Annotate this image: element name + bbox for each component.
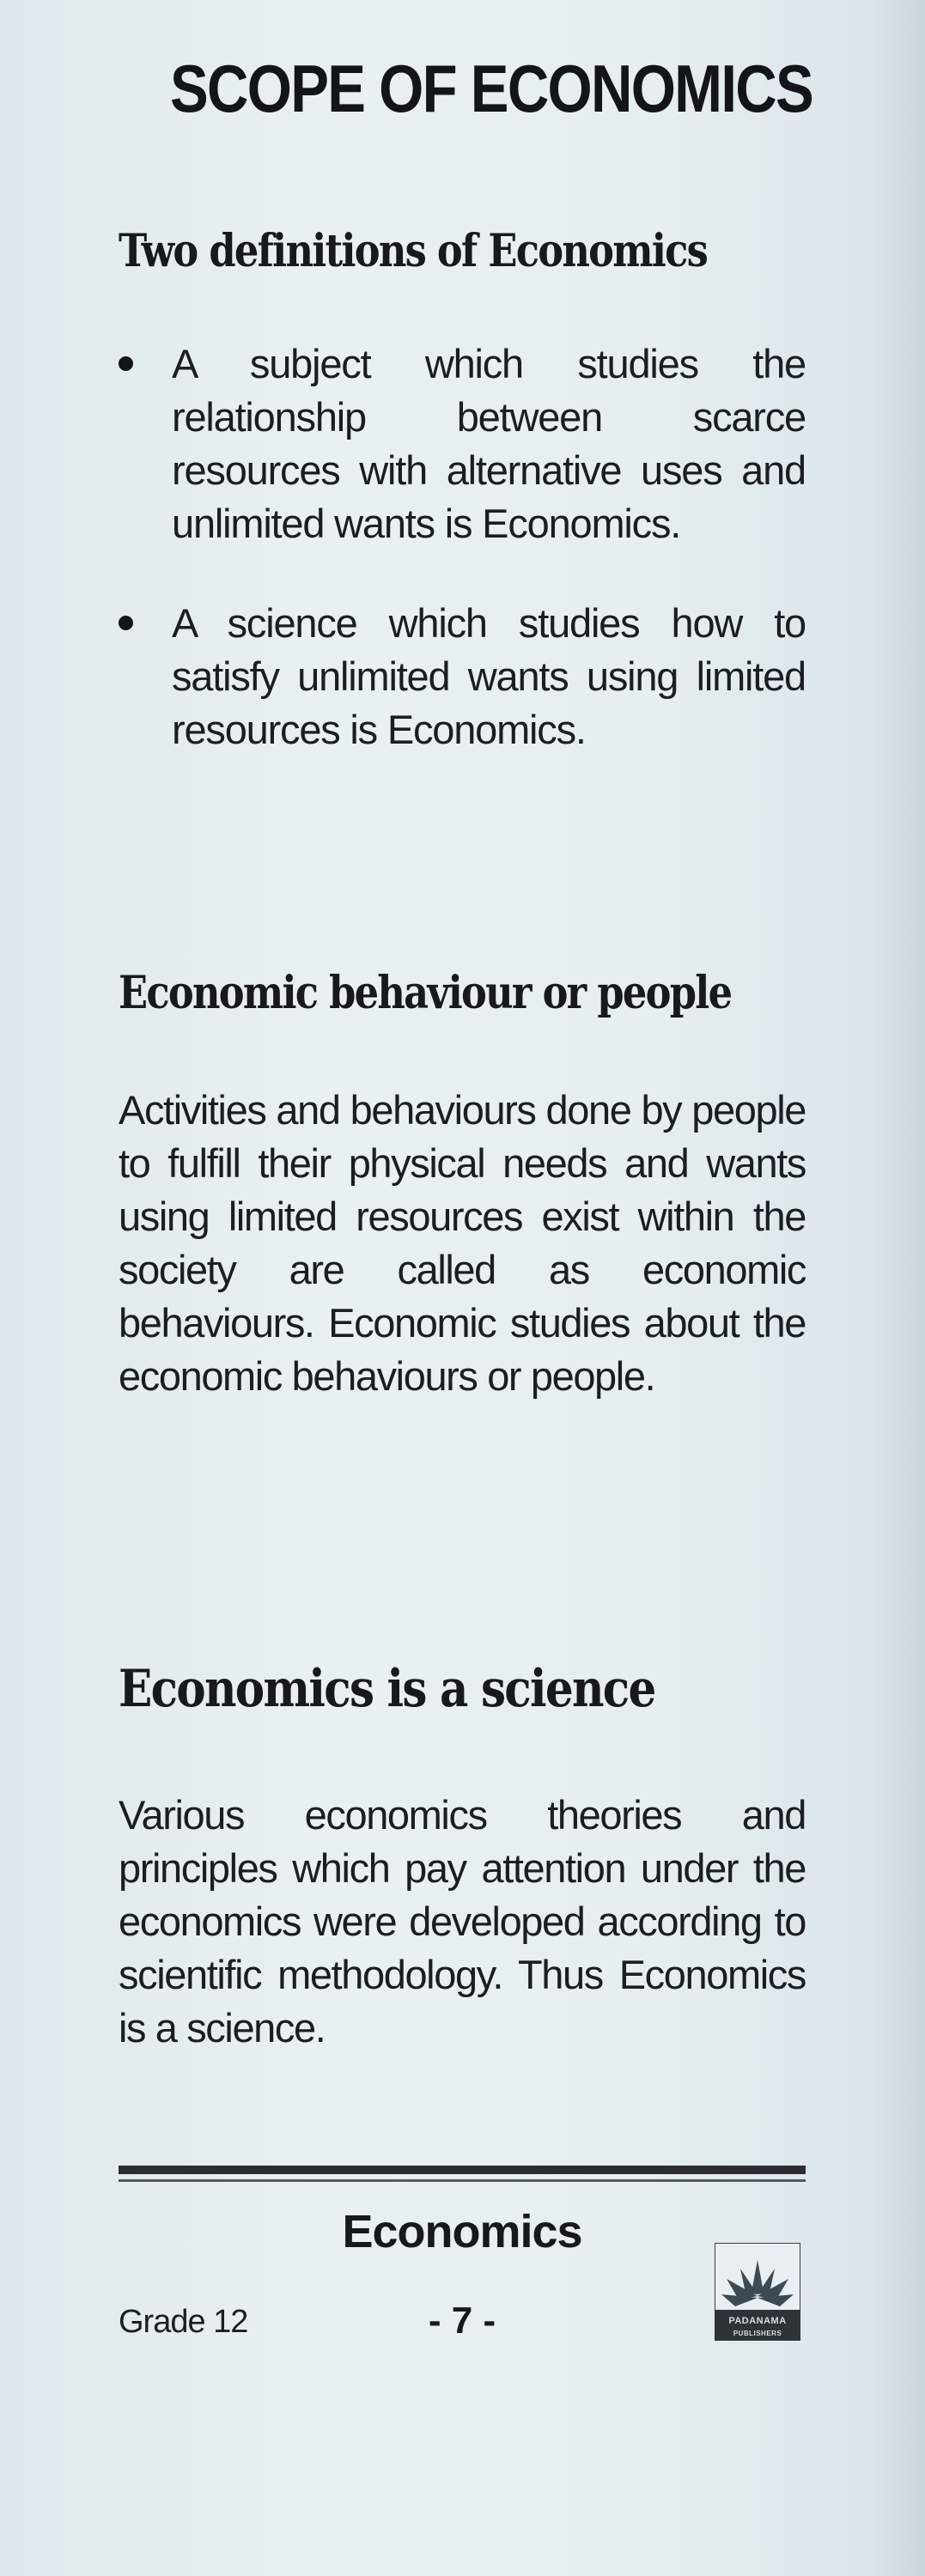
list-item: [119, 337, 806, 550]
lotus-logo-icon: [715, 2243, 800, 2341]
definition-text: A subject which studies the relationship between scarce resources with alternative uses and unlimited wants is Economics.: [172, 341, 806, 546]
footer-subject: Economics: [342, 2206, 582, 2257]
logo-subtext: PUBLISHERS: [733, 2330, 782, 2337]
behaviour-paragraph: Activities and behaviours done by people to fulfill their physical needs and wants using limited resources exist within the society are called as economic behaviours. Economic studies about the economic behaviours or people.: [119, 1087, 806, 1399]
definitions-list: [119, 337, 806, 803]
footer-rule-thin: [119, 2179, 806, 2182]
science-heading: Economics is a science: [119, 1659, 655, 1719]
logo-text: PADANAMA: [728, 2316, 787, 2326]
footer-rule: [119, 2166, 806, 2174]
page-edge-shadow: [873, 0, 925, 2576]
list-item: [119, 597, 806, 756]
behaviour-heading: Economic behaviour or people: [119, 967, 732, 1019]
footer-grade: Grade 12: [119, 2304, 248, 2340]
bullet-icon: [119, 356, 133, 371]
definitions-heading: Two definitions of Economics: [119, 225, 708, 277]
page-number: - 7 -: [428, 2300, 496, 2342]
definition-text: A science which studies how to satisfy unlimited wants using limited resources is Economics.: [172, 600, 806, 752]
bullet-icon: [119, 616, 133, 630]
page-title: SCOPE OF ECONOMICS: [170, 51, 812, 126]
science-paragraph: Various economics theories and principles which pay attention under the economics were developed according to scientific methodology. Thus Economics is a science.: [119, 1792, 806, 2050]
